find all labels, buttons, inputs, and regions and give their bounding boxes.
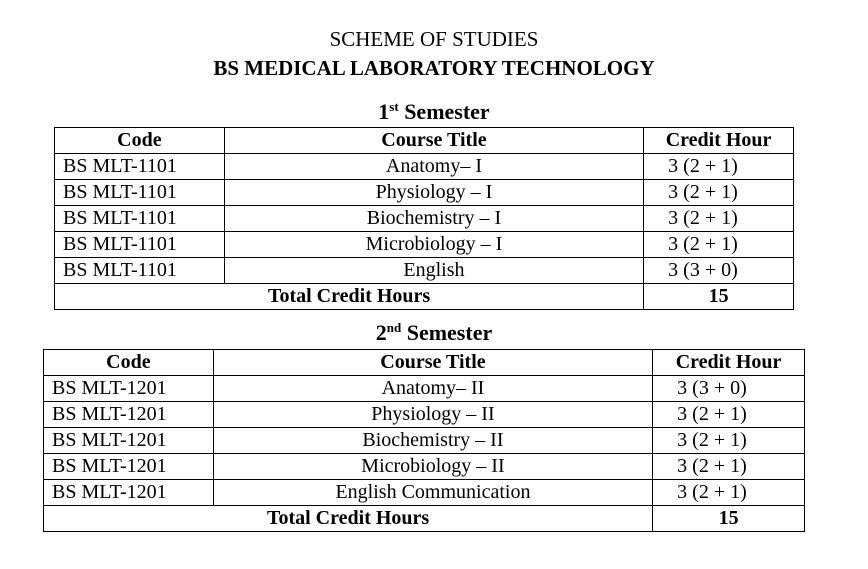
- credit-hour: 3 (2 + 1): [653, 480, 805, 506]
- credit-hour: 3 (2 + 1): [653, 402, 805, 428]
- course-code: BS MLT-1201: [44, 428, 214, 454]
- course-title: English Communication: [213, 480, 652, 506]
- table-row: [55, 206, 794, 232]
- course-title: Biochemistry – I: [224, 206, 643, 232]
- total-label: Total Credit Hours: [55, 284, 644, 310]
- semester-ordinal: nd: [386, 320, 402, 335]
- document-title: SCHEME OF STUDIES: [329, 27, 539, 51]
- table-header-row: [44, 350, 805, 376]
- credit-hour: 3 (2 + 1): [644, 180, 794, 206]
- credit-hour: 3 (2 + 1): [644, 154, 794, 180]
- semester-number: 1: [378, 99, 390, 124]
- course-code: BS MLT-1201: [44, 454, 214, 480]
- table-row: [44, 376, 805, 402]
- semester-word: Semester: [404, 99, 490, 124]
- total-value: 15: [653, 506, 805, 532]
- credit-hour: 3 (2 + 1): [644, 206, 794, 232]
- column-header-credit: Credit Hour: [653, 350, 805, 376]
- course-code: BS MLT-1101: [55, 232, 225, 258]
- semester-number: 2: [375, 320, 387, 345]
- credit-hour: 3 (2 + 1): [644, 232, 794, 258]
- course-code: BS MLT-1201: [44, 376, 214, 402]
- course-title: Anatomy– I: [224, 154, 643, 180]
- total-value: 15: [644, 284, 794, 310]
- column-header-code: Code: [44, 350, 214, 376]
- column-header-code: Code: [55, 128, 225, 154]
- credit-hour: 3 (2 + 1): [653, 428, 805, 454]
- semester-2-table: [43, 349, 805, 532]
- semester-1-table: [54, 127, 794, 310]
- column-header-title: Course Title: [213, 350, 652, 376]
- semester-1-heading: [0, 99, 868, 125]
- credit-hour: 3 (3 + 0): [653, 376, 805, 402]
- table-row: [44, 428, 805, 454]
- table-row: [55, 180, 794, 206]
- course-code: BS MLT-1101: [55, 154, 225, 180]
- semester-2-heading: [0, 320, 868, 346]
- table-row: [44, 480, 805, 506]
- course-title: Physiology – I: [224, 180, 643, 206]
- table-row: [55, 232, 794, 258]
- course-title: Microbiology – II: [213, 454, 652, 480]
- course-code: BS MLT-1101: [55, 258, 225, 284]
- semester-word: Semester: [406, 320, 493, 345]
- credit-hour: 3 (3 + 0): [644, 258, 794, 284]
- semester-ordinal: st: [389, 99, 399, 114]
- table-row: [44, 454, 805, 480]
- course-title: Anatomy– II: [213, 376, 652, 402]
- course-code: BS MLT-1201: [44, 402, 214, 428]
- course-title: English: [224, 258, 643, 284]
- total-row: [55, 284, 794, 310]
- course-code: BS MLT-1101: [55, 206, 225, 232]
- total-row: [44, 506, 805, 532]
- course-code: BS MLT-1201: [44, 480, 214, 506]
- table-row: [55, 154, 794, 180]
- credit-hour: 3 (2 + 1): [653, 454, 805, 480]
- course-title: Physiology – II: [213, 402, 652, 428]
- column-header-credit: Credit Hour: [644, 128, 794, 154]
- course-title: Microbiology – I: [224, 232, 643, 258]
- course-title: Biochemistry – II: [213, 428, 652, 454]
- table-row: [55, 258, 794, 284]
- total-label: Total Credit Hours: [44, 506, 653, 532]
- program-title: BS MEDICAL LABORATORY TECHNOLOGY: [213, 56, 655, 80]
- column-header-title: Course Title: [224, 128, 643, 154]
- table-header-row: [55, 128, 794, 154]
- table-row: [44, 402, 805, 428]
- course-code: BS MLT-1101: [55, 180, 225, 206]
